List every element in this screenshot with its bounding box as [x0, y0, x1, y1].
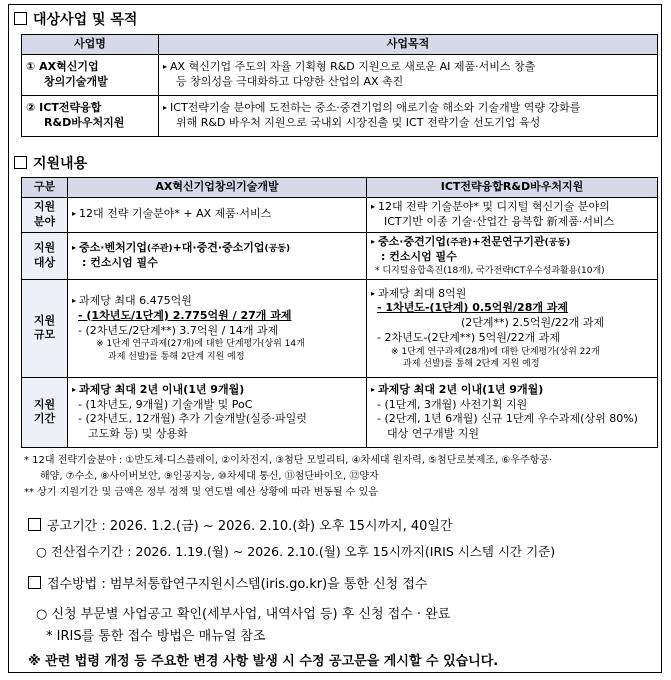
row-header-field: 지원 분야: [22, 197, 68, 232]
section-title-support: 지원내용: [14, 153, 87, 173]
support-content-table: [21, 177, 658, 448]
table-row: [22, 54, 658, 95]
announcement-period: 공고기간 : 2026. 1.2.(금) ~ 2026. 2.10.(화) 오후 15시까지, 40일간: [28, 515, 453, 534]
business-purpose-cell: ▸ ICT전략기술 분야에 도전하는 중소·중견기업의 애로기술 해소와 기술개발 역량 강화를 위해 R&D 바우처 지원으로 국내외 시장진출 및 ICT 전략기술 선도기업 육성: [159, 95, 658, 136]
table-row: [22, 377, 658, 447]
amendment-warning: ※ 관련 법령 개정 등 주요한 변경 사항 발생 시 수정 공고문을 게시할 수 있습니다.: [28, 654, 499, 669]
table-row: [22, 95, 658, 136]
footnote-strategic-fields: * 12대 전략기술분야 : ①반도체·디스플레이, ②이차전지, ③첨단 모빌리티, ④차세대 원자력, ⑤첨단로봇제조, ⑥우주항공·: [24, 455, 553, 466]
checkbox-icon: [14, 12, 27, 25]
ax-target-cell: ▸ 중소·벤처기업(주관)+대·중견·중소기업(공동) : 컨소시엄 필수: [68, 232, 367, 279]
footnote-strategic-fields-cont: 해양, ⑦수소, ⑧사이버보안, ⑨인공지능, ⑩차세대 통신, ⑪첨단바이오, ⑫양자: [40, 471, 379, 482]
target-business-table: [21, 34, 658, 137]
ax-field-cell: ▸ 12대 전략 기술분야* + AX 제품·서비스: [68, 197, 367, 232]
header-category: 구분: [22, 178, 68, 198]
section-title-target: 대상사업 및 목적: [14, 9, 137, 29]
ict-target-cell: ▸ 중소·중견기업(주관)+전문연구기관(공동) : 컨소시엄 필수 * 디지털융합촉진(18개), 국가전략ICT우수성과활용(10개): [367, 232, 658, 279]
online-submission-period: ○ 전산접수기간 : 2026. 1.19.(월) ~ 2026. 2.10.(월) 오후 15시까지(IRIS 시스템 시간 기준): [36, 544, 556, 559]
submission-method: 접수방법 : 범부처통합연구지원시스템(iris.go.kr)을 통한 신청 접수: [28, 573, 427, 592]
ict-period-cell: ▸ 과제당 최대 2년 이내(1년 9개월) - (1단계, 3개월) 사전기획 지원 - (2단계, 1년 6개월) 신규 1단계 우수과제(상위 80%) 대상 연구개발 지원: [367, 377, 658, 447]
header-business-name: 사업명: [22, 35, 159, 55]
row-header-period: 지원 기간: [22, 377, 68, 447]
header-business-purpose: 사업목적: [159, 35, 658, 55]
business-purpose-cell: ▸ AX 혁신기업 주도의 자율 기획형 R&D 지원으로 새로운 AI 제품·서비스 창출 등 창의성을 극대화하고 다양한 산업의 AX 촉진: [159, 54, 658, 95]
business-name-cell: ② ICT전략융합 R&D바우처지원: [22, 95, 159, 136]
ax-period-cell: ▸ 과제당 최대 2년 이내(1년 9개월) - (1차년도, 9개월) 기술개발 및 PoC - (2차년도, 12개월) 추가 기술개발(실증·파일럿 고도화 등) 및 상용화: [68, 377, 367, 447]
row-header-scale: 지원 규모: [22, 279, 68, 377]
footnote-variation: ** 상기 지원기간 및 금액은 정부 정책 및 연도별 예산 상황에 따라 변동될 수 있음: [24, 487, 378, 498]
table-row: [22, 232, 658, 279]
submission-method-detail: ○ 신청 부문별 사업공고 확인(세부사업, 내역사업 등) 후 신청 접수 · 완료: [36, 607, 451, 622]
header-ict: ICT전략융합R&D바우처지원: [367, 178, 658, 198]
table-row: [22, 279, 658, 377]
submission-method-note: * IRIS를 통한 접수 방법은 매뉴얼 참조: [46, 629, 266, 644]
business-name-cell: ① AX혁신기업 창의기술개발: [22, 54, 159, 95]
checkbox-icon: [28, 576, 41, 589]
table-row: [22, 197, 658, 232]
ict-field-cell: ▸ 12대 전략 기술분야* 및 디지털 혁신기술 분야의 ICT기반 이종 기술·산업간 융복합 新제품·서비스: [367, 197, 658, 232]
checkbox-icon: [14, 156, 27, 169]
row-header-target: 지원 대상: [22, 232, 68, 279]
header-ax: AX혁신기업창의기술개발: [68, 178, 367, 198]
ax-scale-cell: ▸ 과제당 최대 6.475억원 - (1차년도/1단계) 2.775억원 / 27개 과제 - (2차년도/2단계**) 3.7억원 / 14개 과제 ※ 1단계 연구과제(27개)에 대한 단계평가(상위 14개 과제 선발)를 통해 2단계 지원 예정: [68, 279, 367, 377]
checkbox-icon: [28, 518, 41, 531]
ict-scale-cell: ▸ 과제당 최대 8억원 - 1차년도-(1단계) 0.5억원/28개 과제 (2단계**) 2.5억원/22개 과제 - 2차년도-(2단계**) 5억원/22개 과제 ※ 1단계 연구과제(28개)에 대한 단계평가(상위 22개 과제 선발)를 통해 2단계 지원 예정: [367, 279, 658, 377]
